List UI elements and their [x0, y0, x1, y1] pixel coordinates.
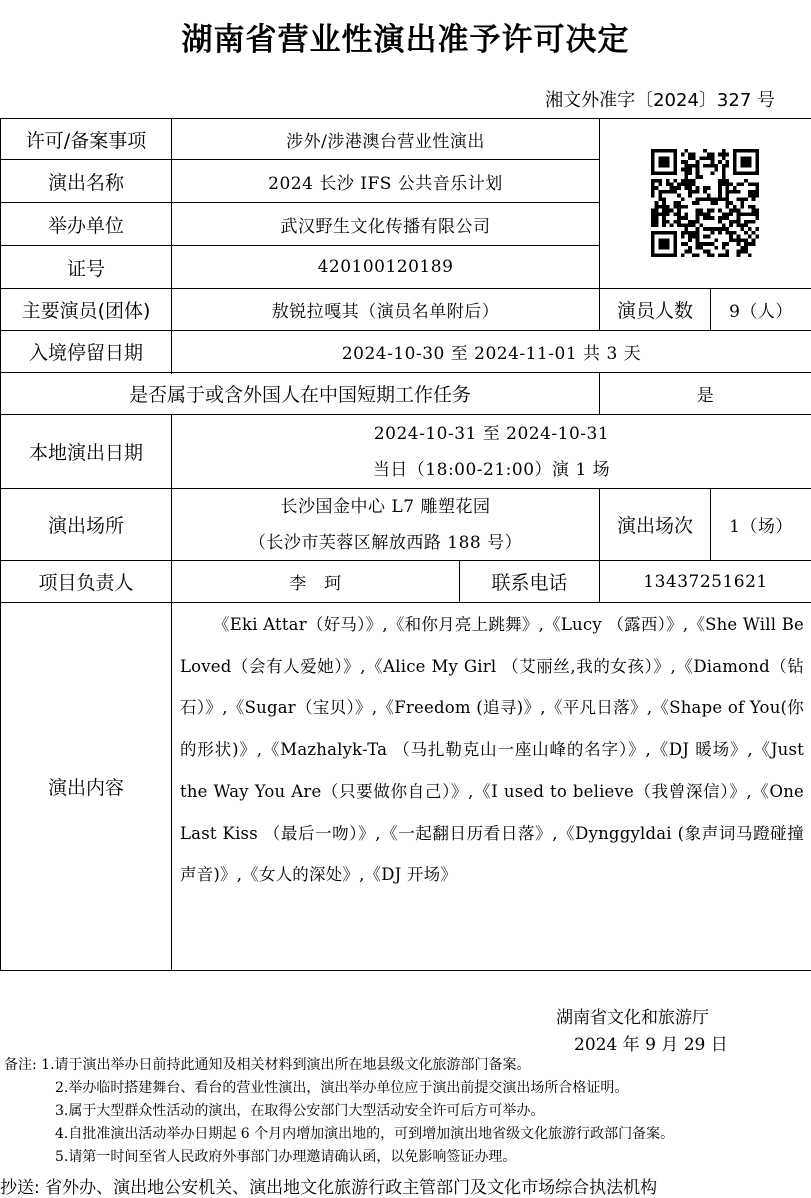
carbon-copy-line: 抄送: 省外办、演出地公安机关、演出地文化旅游行政主管部门及文化市场综合执法机构	[0, 1178, 658, 1198]
organizer-label: 举办单位	[47, 214, 124, 237]
venue-value	[172, 489, 599, 560]
organizer-value: 武汉野生文化传播有限公司	[280, 216, 491, 237]
venue-address: （长沙市芙蓉区解放西路 188 号）	[248, 532, 523, 553]
entry-dates-value: 2024-10-30 至 2024-11-01 共 3 天	[341, 344, 642, 364]
phone-value: 13437251621	[643, 571, 768, 592]
cert-number-value: 420100120189	[317, 257, 454, 277]
issue-date: 2024 年 9 月 29 日	[574, 1035, 728, 1055]
note-item: 2.举办临时搭建舞台、看台的营业性演出，演出举办单位应于演出前提交演出场所合格证明。	[55, 1080, 629, 1096]
content-label: 演出内容	[47, 777, 124, 799]
permit-item-value: 涉外/涉港澳台营业性演出	[286, 131, 485, 152]
notes-section	[4, 1054, 811, 1169]
show-name-value: 2024 长沙 IFS 公共音乐计划	[268, 173, 503, 194]
performer-count-value: 9（人）	[729, 302, 793, 322]
note-item: 5.请第一时间至省人民政府外事部门办理邀请确认函，以免影响签证办理。	[55, 1149, 517, 1165]
show-name-label: 演出名称	[47, 171, 124, 194]
manager-label: 项目负责人	[38, 572, 134, 594]
venue-name: 长沙国金中心 L7 雕塑花园	[280, 496, 491, 517]
manager-value: 李 珂	[289, 574, 342, 594]
performer-count-label: 演员人数	[616, 300, 693, 322]
entry-dates-label: 入境停留日期	[28, 342, 143, 364]
local-dates-schedule: 当日（18:00-21:00）演 1 场	[372, 459, 611, 480]
local-dates-value	[172, 415, 811, 488]
cert-number-label: 证号	[66, 257, 105, 280]
permit-item-label: 许可/备案事项	[25, 129, 147, 152]
content-value: 《Eki Attar（好马）》,《和你月亮上跳舞》,《Lucy （露西）》,《She Will Be Loved（会有人爱她）》,《Alice My Girl （艾丽丝,我的女孩）》,《Diamond（钻石）》,《Sugar（宝贝）》,《Freedom (追寻)》,《平凡日落》,《Shape of You(你的形状)》,《Mazhalyk-Ta （马扎勒克山一座山峰的名字）》,《DJ 暖场》,《Just the Way You Are（只要做你自己）》,《I used to believe（我曾深信）》,《One Last Kiss （最后一吻）》,《一起翻日历看日落》,《Dynggyldai (象声词马蹬碰撞声音)》,《女人的深处》,《DJ 开场》	[180, 615, 804, 885]
short-term-work-label: 是否属于或含外国人在中国短期工作任务	[128, 384, 471, 406]
note-item: 1.请于演出举办日前持此通知及相关材料到演出所在地县级文化旅游部门备案。	[41, 1057, 531, 1073]
performers-value: 敖锐拉嘎其（演员名单附后）	[271, 302, 500, 322]
issuer-name: 湖南省文化和旅游厅	[556, 1008, 709, 1028]
performers-label: 主要演员(团体)	[21, 300, 151, 322]
sessions-value: 1（场）	[729, 517, 793, 537]
notes-label: 备注:	[4, 1057, 37, 1073]
document-title: 湖南省营业性演出准予许可决定	[181, 22, 630, 58]
note-item: 3.属于大型群众性活动的演出，在取得公安部门大型活动安全许可后方可举办。	[55, 1103, 545, 1119]
document-number: 湘文外准字〔2024〕327 号	[545, 90, 775, 111]
qr-code	[651, 149, 759, 257]
local-dates-range: 2024-10-31 至 2024-10-31	[373, 423, 610, 444]
table-rule	[0, 970, 811, 971]
note-item: 4.自批准演出活动举办日期起 6 个月内增加演出地的，可到增加演出地省级文化旅游行政部门备案。	[55, 1126, 675, 1142]
phone-label: 联系电话	[491, 572, 568, 594]
venue-label: 演出场所	[47, 515, 124, 537]
local-dates-label: 本地演出日期	[28, 442, 143, 464]
short-term-work-value: 是	[696, 386, 715, 406]
sessions-label: 演出场次	[616, 515, 693, 537]
